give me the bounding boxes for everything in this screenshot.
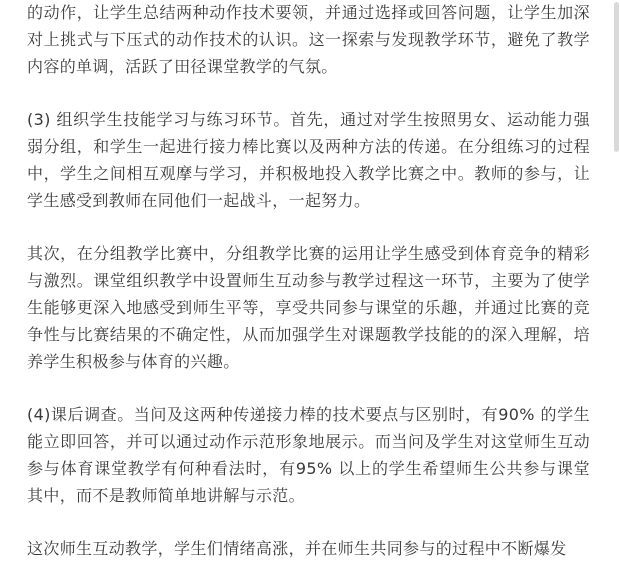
article-body: [27, 0, 590, 570]
vertical-scrollbar[interactable]: [612, 0, 620, 570]
paragraph-group-competition: 其次，在分组教学比赛中，分组教学比赛的运用让学生感受到体育竞争的精彩与激烈。课堂组织教学中设置师生互动参与教学过程这一环节，主要为了使学生能够更深入地感受到师生平等，享受共同参与课堂的乐趣，并通过比赛的竞争性与比赛结果的不确定性，从而加强学生对课题教学技能的的深入理解，培养学生积极参与体育的兴趣。: [27, 244, 590, 371]
scrollbar-thumb[interactable]: [614, 2, 619, 152]
paragraph-skill-practice: (3) 组织学生技能学习与练习环节。首先，通过对学生按照男女、运动能力强弱分组，和学生一起进行接力棒比赛以及两种方法的传递。在分组练习的过程中，学生之间相互观摩与学习，并积极地投入教学比赛之中。教师的参与，让学生感受到教师在同他们一起战斗，一起努力。: [27, 110, 590, 210]
paragraph-post-class-survey: (4)课后调查。当问及这两种传递接力棒的技术要点与区别时，有90% 的学生能立即回答，并可以通过动作示范形象地展示。而当问及学生对这堂师生互动参与体育课堂教学有何种看法时，有95% 以上的学生希望师生公共参与课堂其中，而不是教师简单地讲解与示范。: [27, 405, 590, 505]
paragraph-interactive-teaching: 这次师生互动教学，学生们情绪高涨，并在师生共同参与的过程中不断爆发: [27, 539, 567, 558]
paragraph-technique-summary: 的动作，让学生总结两种动作技术要领，并通过选择或回答问题，让学生加深对上挑式与下压式的动作技术的认识。这一探索与发现教学环节，避免了教学内容的单调，活跃了田径课堂教学的气氛。: [27, 3, 590, 76]
